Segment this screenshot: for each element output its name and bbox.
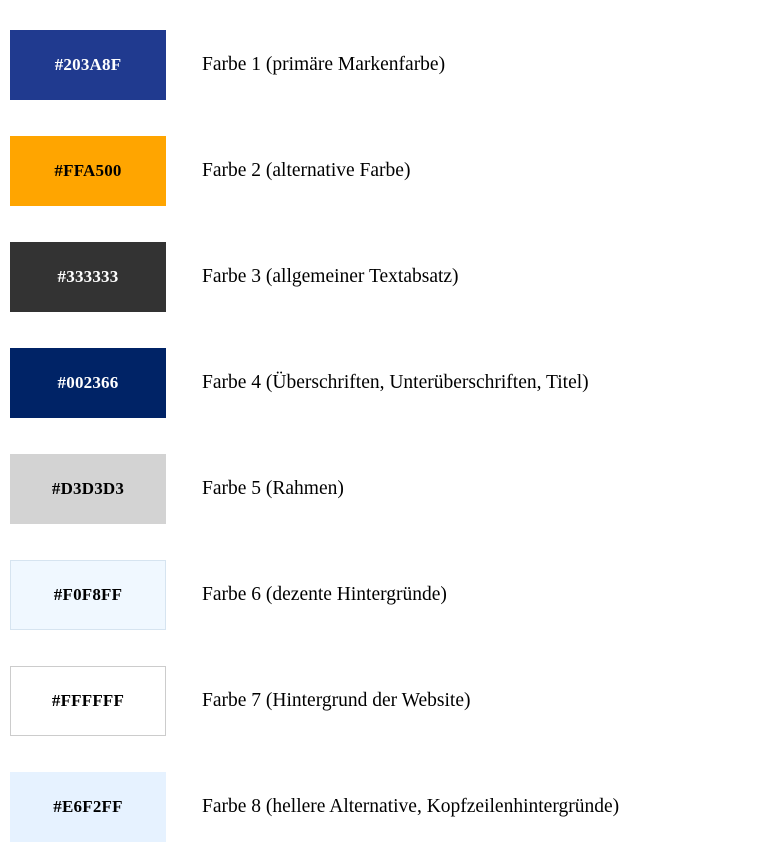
color-hex-code: #333333 [57, 267, 119, 286]
color-swatch-row [0, 118, 776, 224]
color-swatch-row [0, 330, 776, 436]
color-swatch [10, 666, 166, 736]
color-hex-code: #E6F2FF [53, 797, 123, 816]
color-description: Farbe 5 (Rahmen) [202, 477, 344, 499]
color-description: Farbe 4 (Überschriften, Unterüberschriften, Titel) [202, 371, 589, 393]
color-swatch [10, 348, 166, 418]
color-swatch-row [0, 12, 776, 118]
color-description: Farbe 1 (primäre Markenfarbe) [202, 53, 446, 75]
color-hex-code: #203A8F [54, 55, 122, 74]
color-swatch [10, 136, 166, 206]
color-swatch [10, 772, 166, 842]
color-swatch [10, 30, 166, 100]
color-hex-code: #FFA500 [54, 161, 122, 180]
color-hex-code: #002366 [57, 373, 119, 392]
color-description: Farbe 8 (hellere Alternative, Kopfzeilenhintergründe) [202, 795, 620, 817]
color-description: Farbe 3 (allgemeiner Textabsatz) [202, 265, 459, 287]
color-hex-code: #FFFFFF [51, 691, 125, 710]
color-swatch [10, 560, 166, 630]
color-hex-code: #F0F8FF [53, 585, 123, 604]
color-swatch [10, 454, 166, 524]
color-swatch-row [0, 224, 776, 330]
color-hex-code: #D3D3D3 [51, 479, 125, 498]
color-swatch-row [0, 542, 776, 648]
color-swatch-row [0, 648, 776, 754]
color-swatch-row [0, 754, 776, 860]
color-swatch-row [0, 436, 776, 542]
color-swatch [10, 242, 166, 312]
color-description: Farbe 7 (Hintergrund der Website) [202, 689, 471, 711]
color-description: Farbe 6 (dezente Hintergründe) [202, 583, 447, 605]
color-description: Farbe 2 (alternative Farbe) [202, 159, 411, 181]
